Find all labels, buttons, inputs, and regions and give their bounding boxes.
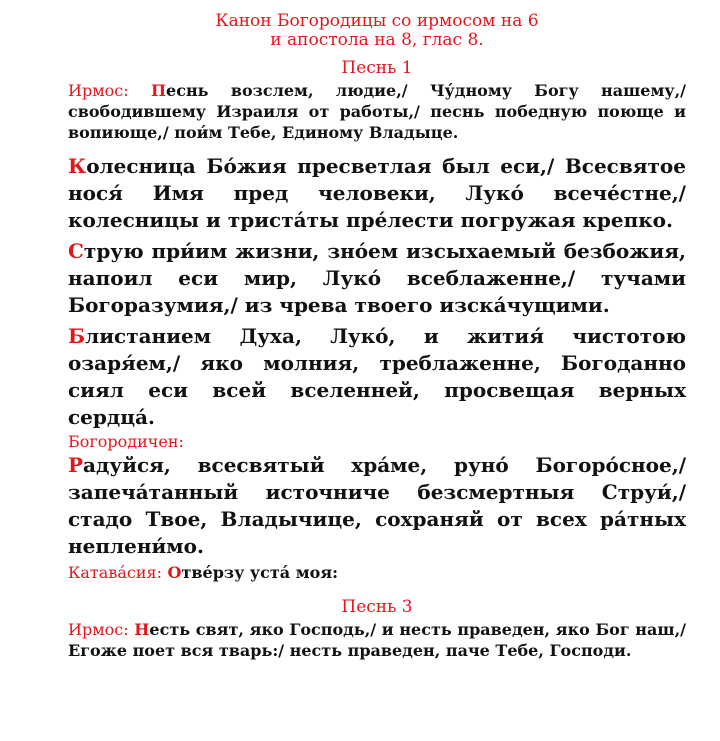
troparion-1 xyxy=(68,153,686,234)
canon-title-line-2: и апостола на 8, глас 8. xyxy=(270,30,484,50)
katavasia-text: тве́рзу уста́ моя: xyxy=(181,563,339,582)
theotokion xyxy=(68,452,686,560)
drop-letter: Р xyxy=(68,453,84,477)
canon-title-line-1: Канон Богородицы со ирмосом на 6 xyxy=(215,11,539,31)
drop-letter: П xyxy=(150,81,167,100)
song-1-irmos xyxy=(68,80,686,143)
theotokion-label: Богородичен: xyxy=(68,432,184,451)
drop-letter: С xyxy=(68,239,84,263)
katavasia xyxy=(68,562,686,583)
troparion-text: олесница Бо́жия пресветлая был еси,/ Всесвятое нося́ Имя пред человеки, Луко́ всече́стне,/ колесницы и триста́ты пре́лести погружая крепко. xyxy=(68,154,686,232)
song-3-heading: Песнь 3 xyxy=(341,597,413,617)
irmos-label: Ирмос: xyxy=(68,620,129,639)
drop-letter: К xyxy=(68,154,87,178)
irmos-label: Ирмос: xyxy=(68,81,129,100)
theotokion-text: адуйся, всесвятый хра́ме, руно́ Богоро́сное,/ запеча́танный источниче безсмертныя Струи́,/ стадо Твое, Владычице, сохраняй от всех ра́тных неплени́мо. xyxy=(68,453,686,558)
irmos-text: есть свят, яко Господь,/ и несть праведен, яко Бог наш,/ Егоже поет вся тварь:/ несть праведен, паче Тебе, Господи. xyxy=(68,620,686,660)
song-3-irmos xyxy=(68,619,686,661)
troparion-3 xyxy=(68,323,686,431)
katavasia-label: Катава́сия: xyxy=(68,563,162,582)
page xyxy=(68,12,686,661)
irmos-text: еснь возслем, людие,/ Чу́дному Богу нашему,/ свободившему Израиля от работы,/ песнь победную поюще и вопиюще,/ пои́м Тебе, Единому Владыце. xyxy=(68,81,686,142)
troparion-2 xyxy=(68,238,686,319)
troparion-text: трую при́им жизни, зно́ем изсыхаемый безбожия, напоил еси мир, Луко́ всеблаженне,/ тучами Богоразумия,/ из чрева твоего изска́чущими. xyxy=(68,239,686,317)
drop-letter: О xyxy=(167,563,182,582)
song-1-heading: Песнь 1 xyxy=(341,58,413,78)
drop-letter: Б xyxy=(68,324,86,348)
drop-letter: Н xyxy=(134,620,150,639)
troparion-text: листанием Духа, Луко́, и жития́ чистотою озаря́ем,/ яко молния, треблаженне, Богоданно сиял еси всей вселенней, просвещая верных сердца́. xyxy=(68,324,686,429)
